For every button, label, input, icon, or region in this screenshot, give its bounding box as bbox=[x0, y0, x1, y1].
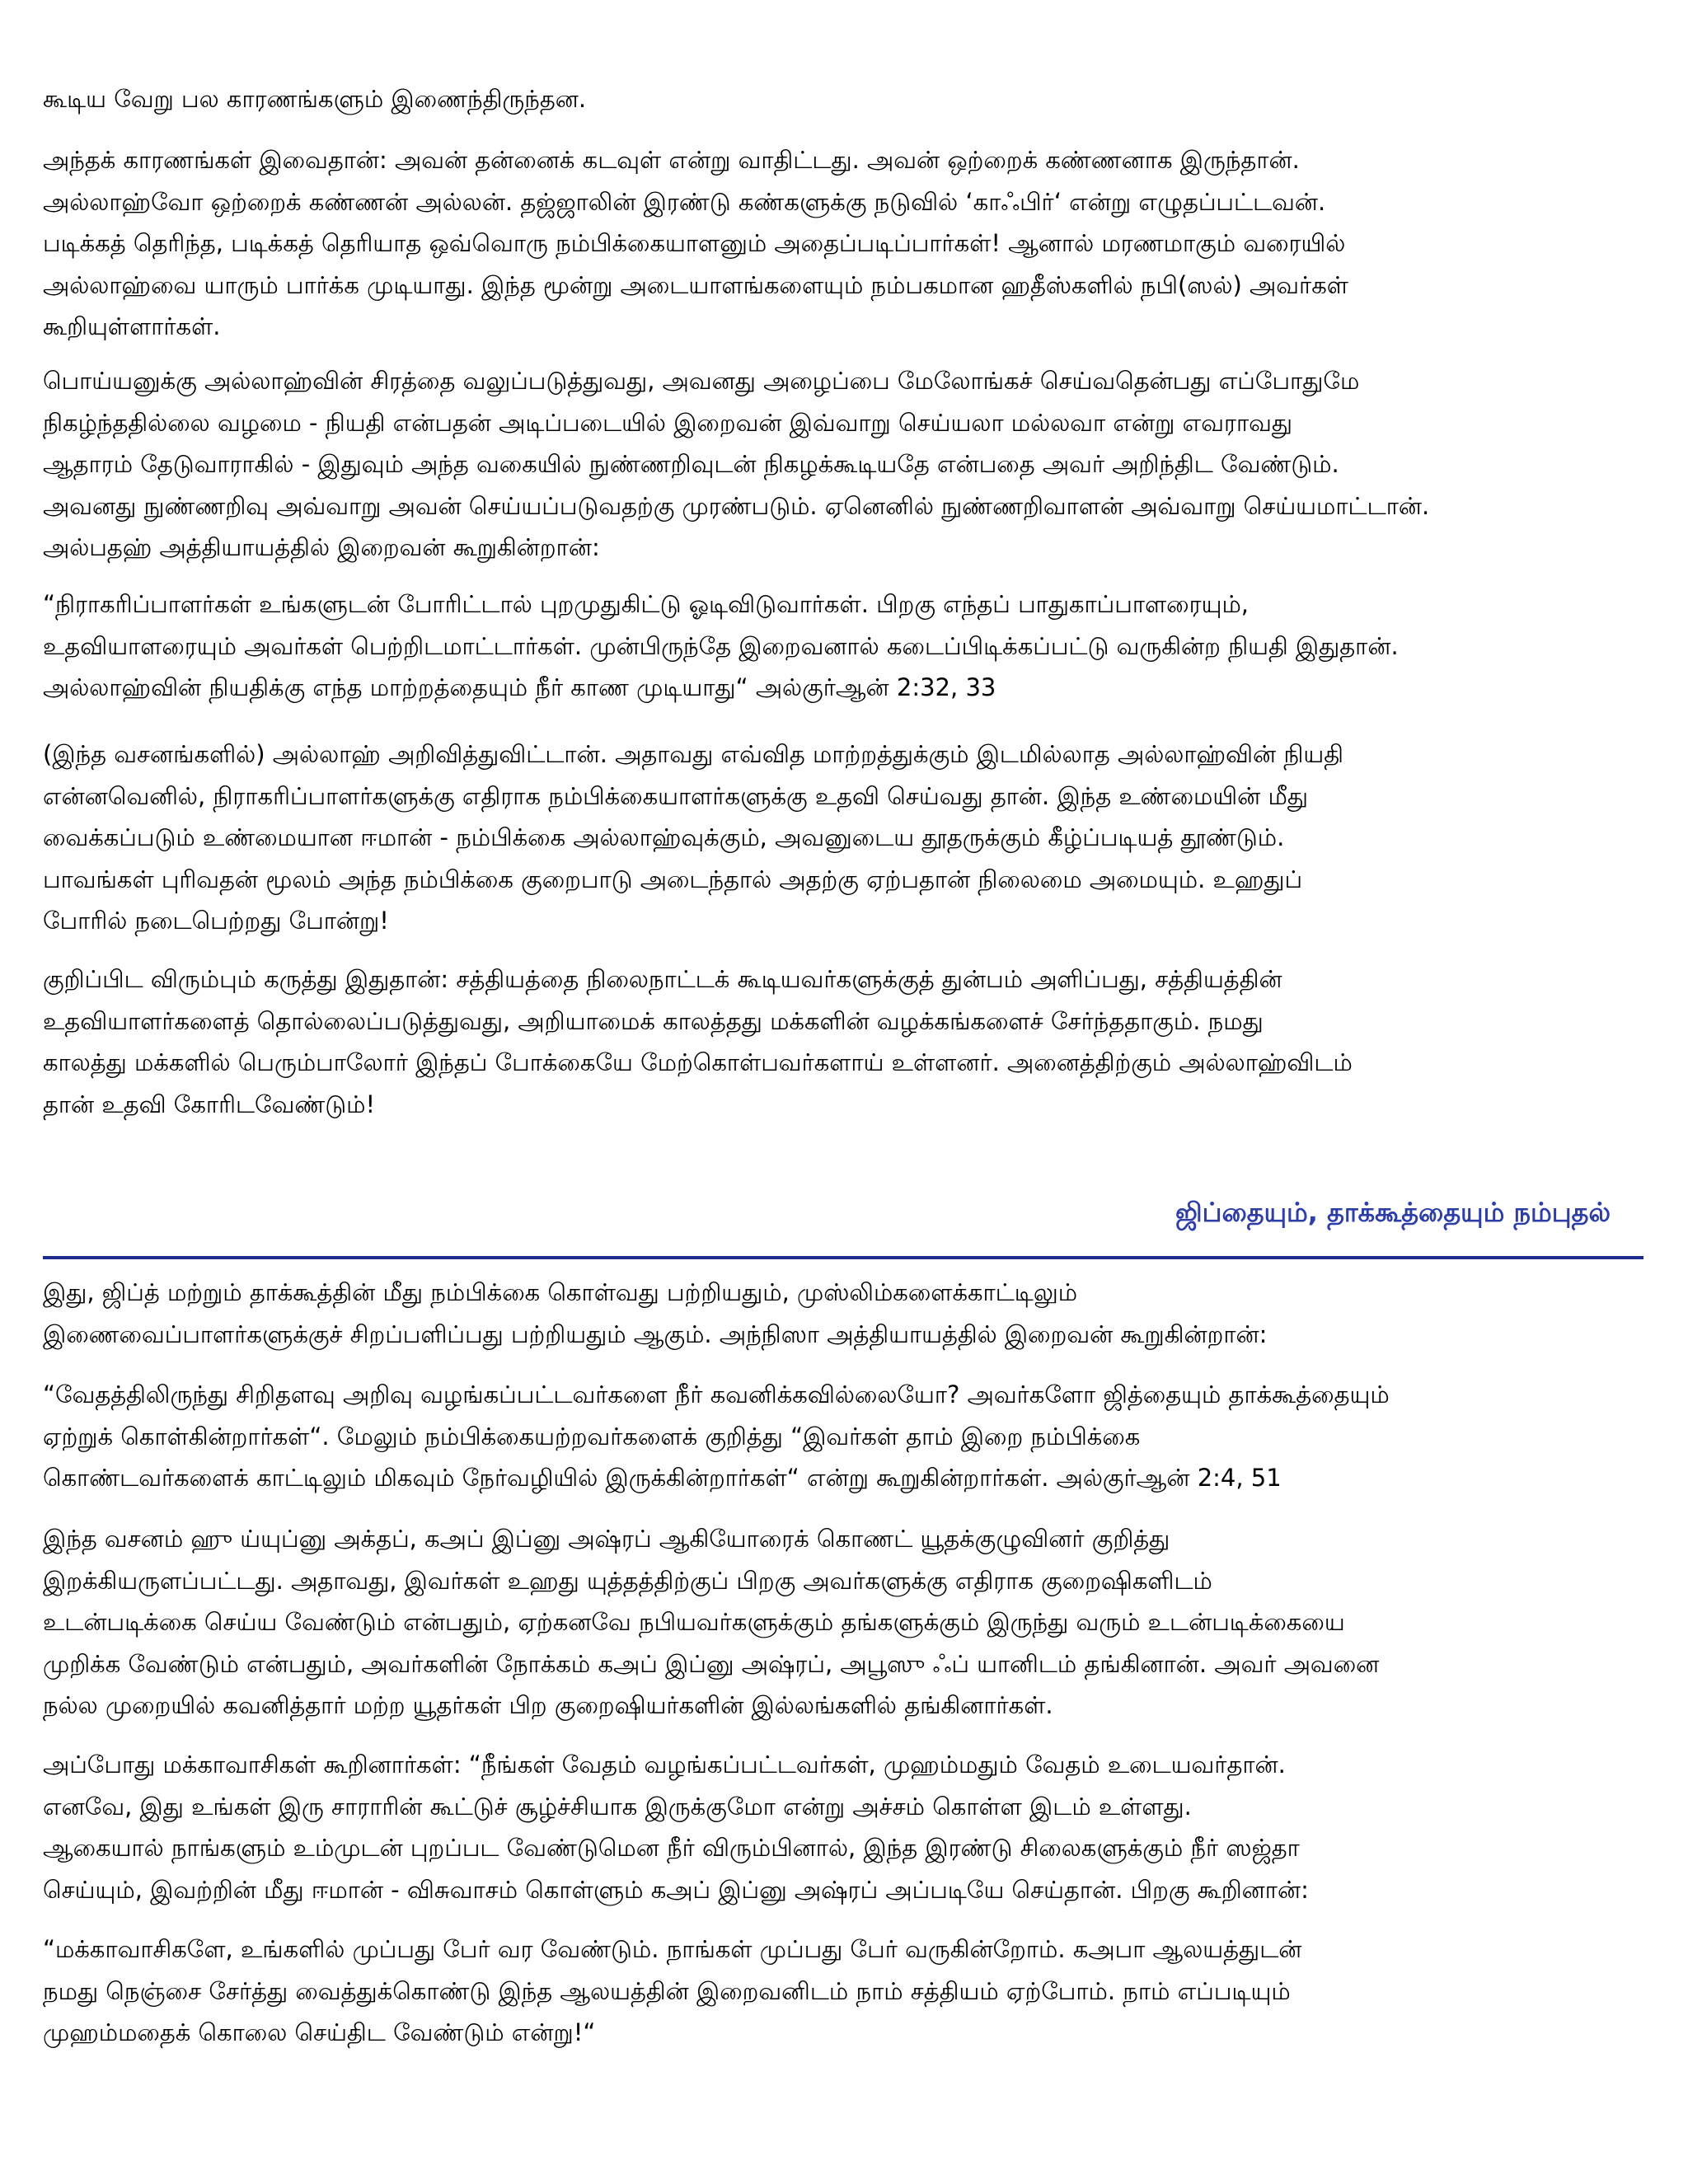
paragraph-6: குறிப்பிட விரும்பும் கருத்து இதுதான்: சத்தியத்தை நிலைநாட்டக் கூடியவர்களுக்குத் துன்பம் அளிப்பது, சத்தியத்தின் உதவியாளர்களைத் தொல்லைப்படுத்துவது, அறியாமைக் காலத்தது மக்களின் வழக்கங்களைச் சேர்ந்ததாகும். நமது காலத்து மக்களில் பெரும்பாலோர் இந்தப் போக்கையே மேற்கொள்பவர்களாய் உள்ளனர். அனைத்திற்கும் அல்லாஹ்விடம் தான் உதவி கோரிடவேண்டும்! bbox=[43, 965, 1353, 1118]
quran-quote-2: “வேதத்திலிருந்து சிறிதளவு அறிவு வழங்கப்பட்டவர்களை நீர் கவனிக்கவில்லையோ? அவர்களோ ஜித்தையும் தாக்கூத்தையும் ஏற்றுக் கொள்கின்றார்கள்“. மேலும் நம்பிக்கையற்றவர்களைக் குறித்து “இவர்கள் தாம் இறை நம்பிக்கை கொண்டவர்களைக் காட்டிலும் மிகவும் நேர்வழியில் இருக்கின்றார்கள்“ என்று கூறுகின்றார்கள். அல்குர்ஆன் 2:4, 51 bbox=[43, 1380, 1390, 1492]
section-divider bbox=[43, 1256, 1643, 1259]
section-heading: ஜிப்தையும், தாக்கூத்தையும் நம்புதல் bbox=[1175, 1197, 1611, 1228]
quran-quote-1: “நிராகரிப்பாளர்கள் உங்களுடன் போரிட்டால் புறமுதுகிட்டு ஓடிவிடுவார்கள். பிறகு எந்தப் பாதுகாப்பாளரையும், உதவியாளரையும் அவர்கள் பெற்றிடமாட்டார்கள். முன்பிருந்தே இறைவனால் கடைப்பிடிக்கப்பட்டு வருகின்ற நியதி இதுதான். அல்லாஹ்வின் நியதிக்கு எந்த மாற்றத்தையும் நீர் காண முடியாது“ அல்குர்ஆன் 2:32, 33 bbox=[43, 590, 1399, 701]
paragraph-2: அந்தக் காரணங்கள் இவைதான்: அவன் தன்னைக் கடவுள் என்று வாதிட்டது. அவன் ஒற்றைக் கண்ணனாக இருந்தான். அல்லாஹ்வோ ஒற்றைக் கண்ணன் அல்லன். தஜ்ஜாலின் இரண்டு கண்களுக்கு நடுவில் ‘காஃபிர்‘ என்று எழுதப்பட்டவன். படிக்கத் தெரிந்த, படிக்கத் தெரியாத ஒவ்வொரு நம்பிக்கையாளனும் அதைப்படிப்பார்கள்! ஆனால் மரணமாகும் வரையில் அல்லாஹ்வை யாரும் பார்க்க முடியாது. இந்த மூன்று அடையாளங்களையும் நம்பகமான ஹதீஸ்களில் நபி(ஸல்) அவர்கள் கூறியுள்ளார்கள். bbox=[43, 146, 1348, 340]
paragraph-9: இந்த வசனம் ஹு ய்யுப்னு அக்தப், கஅப் இப்னு அஷ்ரப் ஆகியோரைக் கொணட் யூதக்குழுவினர் குறித்து இறக்கியருளப்பட்டது. அதாவது, இவர்கள் உஹது யுத்தத்திற்குப் பிறகு அவர்களுக்கு எதிராக குறைஷிகளிடம் உடன்படிக்கை செய்ய வேண்டும் என்பதும், ஏற்கனவே நபியவர்களுக்கும் தங்களுக்கும் இருந்து வரும் உடன்படிக்கையை முறிக்க வேண்டும் என்பதும், அவர்களின் நோக்கம் கஅப் இப்னு அஷ்ரப், அபூஸு ஃப் யானிடம் தங்கினான். அவர் அவனை நல்ல முறையில் கவனித்தார் மற்ற யூதர்கள் பிற குறைஷியர்களின் இல்லங்களில் தங்கினார்கள். bbox=[43, 1525, 1380, 1719]
paragraph-1: கூடிய வேறு பல காரணங்களும் இணைந்திருந்தன. bbox=[43, 85, 587, 113]
paragraph-10: அப்போது மக்காவாசிகள் கூறினார்கள்: “நீங்கள் வேதம் வழங்கப்பட்டவர்கள், முஹம்மதும் வேதம் உடையவர்தான். எனவே, இது உங்கள் இரு சாராரின் கூட்டுச் சூழ்ச்சியாக இருக்குமோ என்று அச்சம் கொள்ள இடம் உள்ளது. ஆகையால் நாங்களும் உம்முடன் புறப்பட வேண்டுமென நீர் விரும்பினால், இந்த இரண்டு சிலைகளுக்கும் நீர் ஸஜ்தா செய்யும், இவற்றின் மீது ஈமான் - விசுவாசம் கொள்ளும் கஅப் இப்னு அஷ்ரப் அப்படியே செய்தான். பிறகு கூறினான்: bbox=[43, 1750, 1309, 1904]
paragraph-3: பொய்யனுக்கு அல்லாஹ்வின் சிரத்தை வலுப்படுத்துவது, அவனது அழைப்பை மேலோங்கச் செய்வதென்பது எப்போதுமே நிகழ்ந்ததில்லை வழமை - நியதி என்பதன் அடிப்படையில் இறைவன் இவ்வாறு செய்யலா மல்லவா என்று எவராவது ஆதாரம் தேடுவாராகில் - இதுவும் அந்த வகையில் நுண்ணறிவுடன் நிகழக்கூடியதே என்பதை அவர் அறிந்திட வேண்டும். அவனது நுண்ணறிவு அவ்வாறு அவன் செய்யப்படுவதற்கு முரண்படும். ஏனெனில் நுண்ணறிவாளன் அவ்வாறு செய்யமாட்டான். அல்பதஹ் அத்தியாயத்தில் இறைவன் கூறுகின்றான்: bbox=[43, 367, 1430, 561]
paragraph-11: “மக்காவாசிகளே, உங்களில் முப்பது பேர் வர வேண்டும். நாங்கள் முப்பது பேர் வருகின்றோம். கஅபா ஆலயத்துடன் நமது நெஞ்சை சேர்த்து வைத்துக்கொண்டு இந்த ஆலயத்தின் இறைவனிடம் நாம் சத்தியம் ஏற்போம். நாம் எப்படியும் முஹம்மதைக் கொலை செய்திட வேண்டும் என்று!“ bbox=[43, 1935, 1302, 2046]
paragraph-7: இது, ஜிப்த் மற்றும் தாக்கூத்தின் மீது நம்பிக்கை கொள்வது பற்றியதும், முஸ்லிம்களைக்காட்டிலும் இணைவைப்பாளர்களுக்குச் சிறப்பளிப்பது பற்றியதும் ஆகும். அந்நிஸா அத்தியாயத்தில் இறைவன் கூறுகின்றான்: bbox=[43, 1278, 1268, 1348]
paragraph-5: (இந்த வசனங்களில்) அல்லாஹ் அறிவித்துவிட்டான். அதாவது எவ்வித மாற்றத்துக்கும் இடமில்லாத அல்லாஹ்வின் நியதி என்னவெனில், நிராகரிப்பாளர்களுக்கு எதிராக நம்பிக்கையாளர்களுக்கு உதவி செய்வது தான். இந்த உண்மையின் மீது வைக்கப்படும் உண்மையான ஈமான் - நம்பிக்கை அல்லாஹ்வுக்கும், அவனுடைய தூதருக்கும் கீழ்ப்படியத் தூண்டும். பாவங்கள் புரிவதன் மூலம் அந்த நம்பிக்கை குறைபாடு அடைந்தால் அதற்கு ஏற்பதான் நிலைமை அமையும். உஹதுப் போரில் நடைபெற்றது போன்று! bbox=[43, 740, 1344, 935]
